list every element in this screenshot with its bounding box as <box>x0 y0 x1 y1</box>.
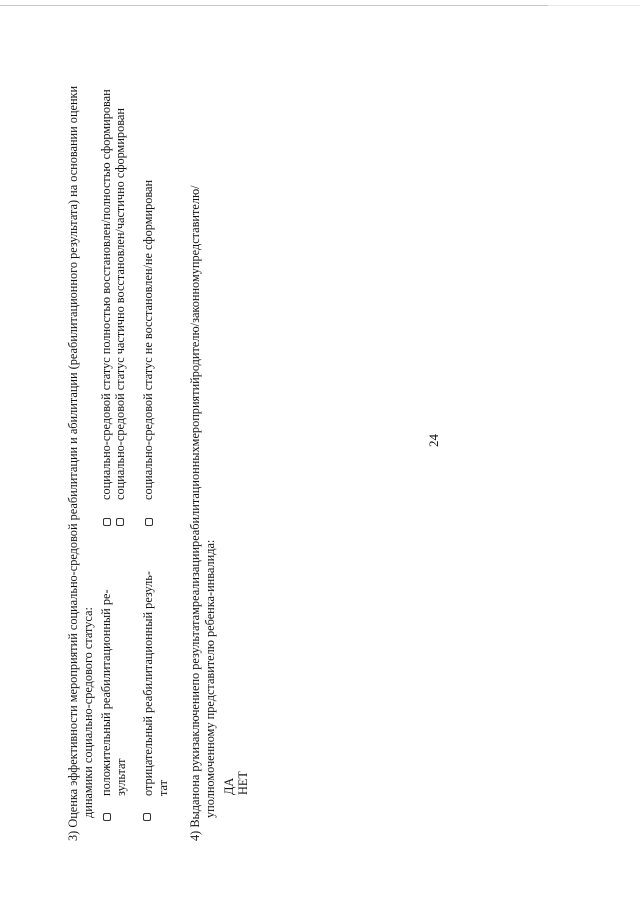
negative-result-label-line-1: отрицательный реабилитационный резуль- <box>141 571 155 796</box>
checkbox-status-partially-restored[interactable] <box>116 518 124 526</box>
checkbox-positive-result[interactable] <box>103 813 111 821</box>
section-4-word: по результатам <box>188 607 202 686</box>
positive-result-label-line-2: зультат <box>114 758 128 796</box>
option-no: НЕТ <box>236 771 250 795</box>
section-4-word: мероприятий <box>188 377 202 447</box>
option-yes: ДА <box>222 777 236 795</box>
negative-result-label-line-2: тат <box>156 779 170 796</box>
section-4-word: на руки <box>188 746 202 787</box>
section-4-title-line-1 <box>188 185 202 841</box>
option-status-not-restored: социально-средовой статус не восстановлен/не сформирован <box>141 179 155 500</box>
section-4-word: родителю/законному <box>188 268 202 378</box>
checkbox-negative-result[interactable] <box>143 813 151 821</box>
section-4-word: представителю/ <box>188 185 202 269</box>
option-status-partially-restored: социально-средовой статус частично восстановлен/частично сформирован <box>113 108 127 500</box>
section-4-word: заключение <box>188 685 202 747</box>
section-3-title-line-1: 3) Оценка эффективности мероприятий социально-средовой реабилитации и абилитации (реабилитационного результата) на основании оценки <box>66 85 80 841</box>
positive-result-label-line-1: положительный реабилитационный ре- <box>99 589 113 796</box>
section-3-title-line-2: динамики социально-средового статуса: <box>81 607 95 818</box>
section-4-word: 4) Выдано <box>188 786 202 841</box>
section-4-title-line-2: уполномоченному представителю ребенка-инвалида: <box>203 539 217 818</box>
checkbox-status-fully-restored[interactable] <box>103 518 111 526</box>
section-4-word: реализации <box>188 546 202 608</box>
page-number: 24 <box>426 434 441 447</box>
option-status-fully-restored: социально-средовой статус полностью восстановлен/полностью сформирован <box>99 89 113 500</box>
section-4-word: реабилитационных <box>188 446 202 547</box>
checkbox-status-not-restored[interactable] <box>145 518 153 526</box>
